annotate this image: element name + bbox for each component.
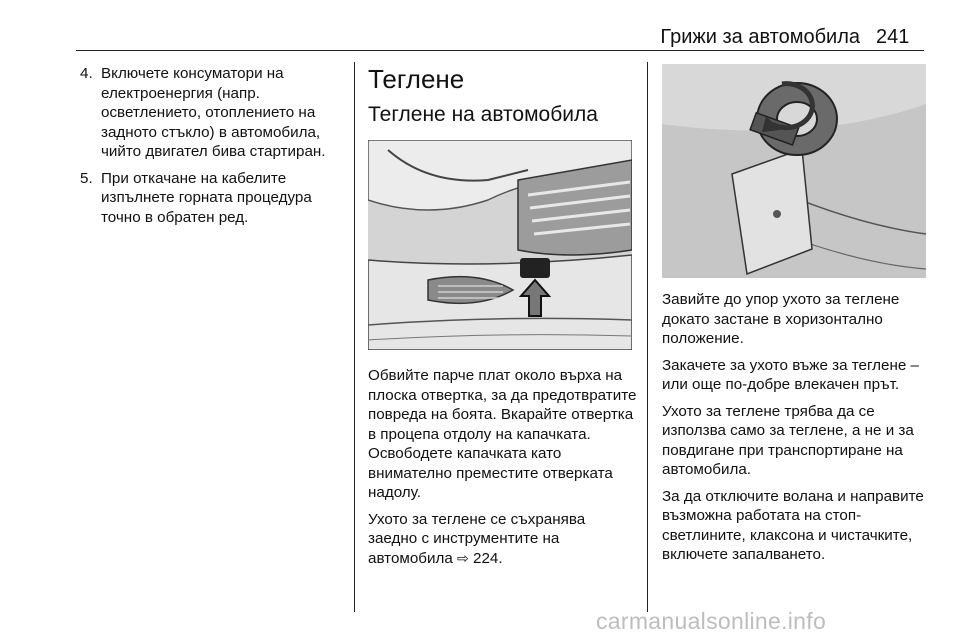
page-header-title: Грижи за автомобила [660, 26, 860, 48]
paragraph: Завийте до упор ухото за теглене докато застане в хоризонтално положение. [662, 291, 900, 347]
page-number: 241 [876, 26, 910, 48]
step-number: 4. [80, 65, 93, 82]
paragraph-storage [368, 510, 638, 569]
arrow-reference-icon: ⇨ [457, 549, 469, 566]
paragraph: Обвийте парче плат около върха на плоска отвертка, за да предотвратите повреда на боята. Вкарайте отвертка в процепа отдолу на капачката. Освободете капачката като внимателно преместите отверката надолу. [368, 367, 637, 501]
watermark: carmanualsonline.info [596, 608, 827, 634]
column-right [662, 64, 934, 572]
header-rule [76, 50, 924, 51]
step-item [80, 169, 350, 228]
section-heading: Теглене [368, 64, 465, 94]
paragraph: Закачете за ухото въже за теглене – или още по-добре влекачен прът. [662, 356, 919, 393]
page-reference[interactable]: 224. [473, 549, 503, 567]
step-text: При откачане на кабелите изпълнете горната процедура точно в обратен ред. [101, 169, 312, 226]
column-left [80, 64, 350, 234]
column-divider-left [354, 62, 355, 612]
paragraph: За да отключите волана и направите възможна работата на стоп-светлините, клаксона и чистачките, включете запалването. [662, 487, 924, 563]
section-subheading: Теглене на автомобила [368, 103, 598, 126]
step-number: 5. [80, 169, 93, 187]
tow-eye-illustration [662, 64, 926, 278]
column-middle [368, 64, 638, 575]
step-item [80, 64, 350, 162]
column-divider-right [647, 62, 648, 612]
paragraph-text: Ухото за теглене се съхранява заедно с инструментите на автомобила [368, 510, 586, 567]
steps-list [80, 64, 350, 227]
bumper-cap-illustration [368, 140, 632, 350]
step-text: Включете консуматори на електроенергия (напр. осветлението, отоплението на задното стъкло) в автомобила, чийто двигател бива стартиран. [101, 65, 326, 160]
paragraph: Ухото за теглене трябва да се използва само за теглене, а не и за повдигане при транспортиране на автомобила. [662, 402, 914, 478]
